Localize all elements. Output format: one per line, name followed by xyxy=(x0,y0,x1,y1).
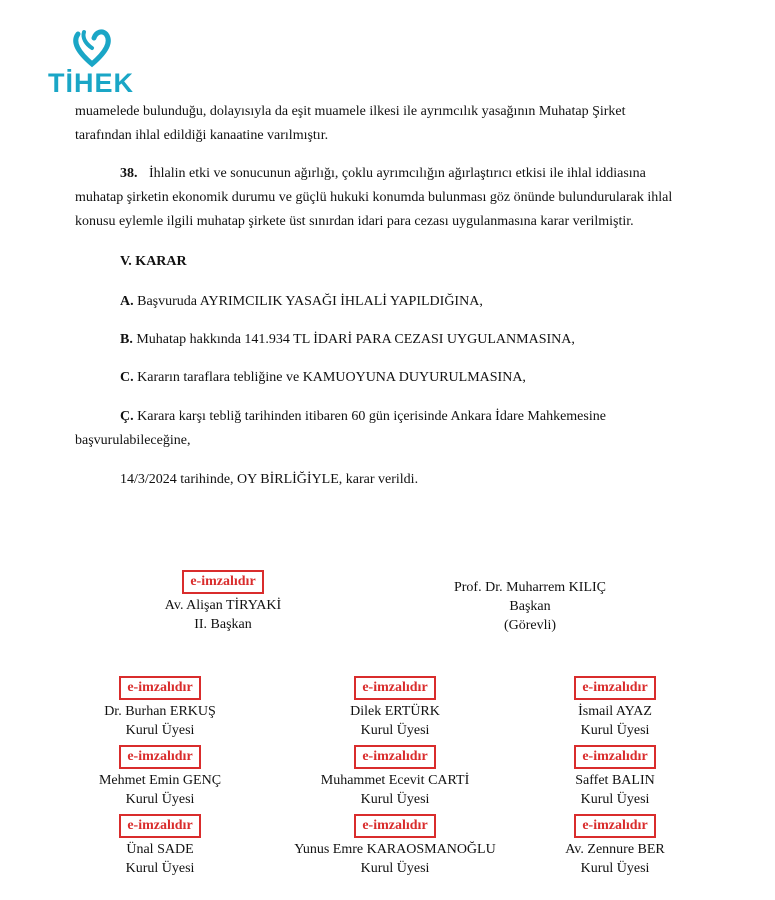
signatory-note: (Görevli) xyxy=(503,618,557,633)
decision-item-b: B. Muhatap hakkında 141.934 TL İDARİ PARA CEZASI UYGULANMASINA, xyxy=(120,332,575,347)
e-signature-stamp: e-imzalıdır xyxy=(574,676,655,700)
signatory-name: Saffet BALIN xyxy=(575,773,655,788)
e-signature-stamp: e-imzalıdır xyxy=(354,814,435,838)
section-heading: V. KARAR xyxy=(120,254,187,269)
signatory-name: Av. Zennure BER xyxy=(565,842,665,857)
signatory-title: Kurul Üyesi xyxy=(125,723,195,738)
signature-genc xyxy=(80,745,240,809)
signature-ayaz xyxy=(545,676,685,740)
signature-karaosmanoglu xyxy=(285,814,505,878)
e-signature-stamp: e-imzalıdır xyxy=(182,570,263,594)
signatory-title: Kurul Üyesi xyxy=(580,861,650,876)
e-signature-stamp: e-imzalıdır xyxy=(574,745,655,769)
signatory-name: Dr. Burhan ERKUŞ xyxy=(104,704,216,719)
e-signature-stamp: e-imzalıdır xyxy=(354,745,435,769)
paragraph-number: 38. xyxy=(120,166,138,181)
signature-carti xyxy=(300,745,490,809)
signatory-name: Muhammet Ecevit CARTİ xyxy=(320,773,470,788)
signature-kilic xyxy=(440,578,620,635)
date-line: 14/3/2024 tarihinde, OY BİRLİĞİYLE, karar verildi. xyxy=(120,472,419,487)
signatory-name: Av. Alişan TİRYAKİ xyxy=(164,598,282,613)
signatory-name: Ünal SADE xyxy=(126,842,194,857)
signature-tiryaki xyxy=(148,570,298,634)
signature-erkus xyxy=(80,676,240,740)
text-line: İhlalin etki ve sonucunun ağırlığı, çoklu ayrımcılığın ağırlaştırıcı etkisi ile ihlal iddiasına xyxy=(149,166,646,181)
text-line: tarafından ihlal edildiği kanaatine varılmıştır. xyxy=(75,128,329,143)
signatory-name: Yunus Emre KARAOSMANOĞLU xyxy=(294,842,496,857)
paragraph-38 xyxy=(75,162,715,234)
e-signature-stamp: e-imzalıdır xyxy=(574,814,655,838)
signature-erturk xyxy=(300,676,490,740)
e-signature-stamp: e-imzalıdır xyxy=(119,676,200,700)
e-signature-stamp: e-imzalıdır xyxy=(119,814,200,838)
e-signature-stamp: e-imzalıdır xyxy=(119,745,200,769)
text-line: konusu eylemle ilgili muhatap şirkete üst sınırdan idari para cezası uygulanmasına karar verilmiştir. xyxy=(75,214,634,229)
signature-balin xyxy=(545,745,685,809)
signatory-title: Başkan xyxy=(509,599,551,614)
signature-sade xyxy=(80,814,240,878)
signatory-name: Prof. Dr. Muharrem KILIÇ xyxy=(453,580,607,595)
signatory-name: Dilek ERTÜRK xyxy=(350,704,440,719)
decision-item-c: C. Kararın taraflara tebliğine ve KAMUOYUNA DUYURULMASINA, xyxy=(120,370,526,385)
paragraph-continuation xyxy=(75,100,715,148)
logo-text: TİHEK xyxy=(48,68,134,98)
signatory-title: Kurul Üyesi xyxy=(360,861,430,876)
text-line: muhatap şirketin ekonomik durumu ve güçlü hukuki konumda bulunması göz önünde bulundurularak ihlal xyxy=(75,190,673,205)
signatory-title: II. Başkan xyxy=(194,617,252,632)
signatory-name: İsmail AYAZ xyxy=(578,704,652,719)
text-line: muamelede bulunduğu, dolayısıyla da eşit muamele ilkesi ile ayrımcılık yasağının Muhatap Şirket xyxy=(75,104,626,119)
tihek-logo xyxy=(48,28,138,98)
signatory-title: Kurul Üyesi xyxy=(360,792,430,807)
heart-ribbon-icon xyxy=(70,28,114,72)
e-signature-stamp: e-imzalıdır xyxy=(354,676,435,700)
signatory-title: Kurul Üyesi xyxy=(580,792,650,807)
signatory-name: Mehmet Emin GENÇ xyxy=(98,773,222,788)
text-line: başvurulabileceğine, xyxy=(75,433,191,448)
signatory-title: Kurul Üyesi xyxy=(360,723,430,738)
decision-item-a: A. Başvuruda AYRIMCILIK YASAĞI İHLALİ YAPILDIĞINA, xyxy=(120,294,483,309)
signatory-title: Kurul Üyesi xyxy=(125,792,195,807)
decision-section xyxy=(75,250,715,274)
signatory-title: Kurul Üyesi xyxy=(125,861,195,876)
signature-ber xyxy=(545,814,685,878)
signatory-title: Kurul Üyesi xyxy=(580,723,650,738)
decision-item-cc: Ç. Karara karşı tebliğ tarihinden itibaren 60 gün içerisinde Ankara İdare Mahkemesine xyxy=(120,409,606,424)
